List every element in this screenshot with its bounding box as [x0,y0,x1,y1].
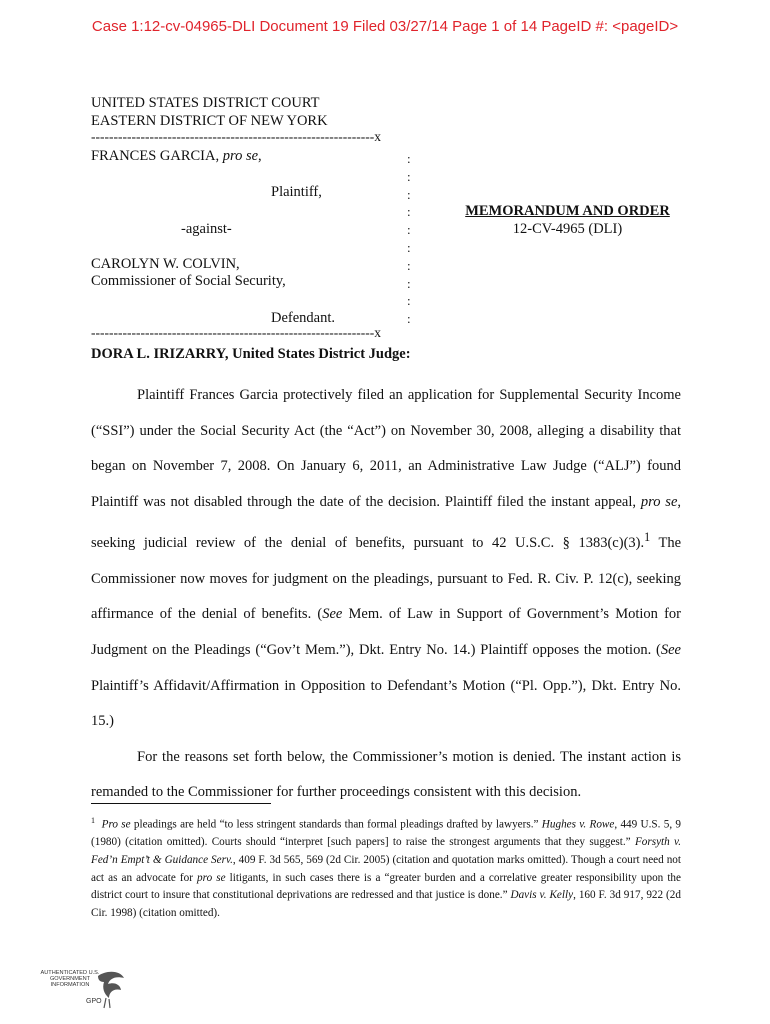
eagle-icon [94,968,128,1010]
footnote-1: $^1$ Pro se pleadings are held “to less stringent standards than formal pleadings drafted by lawyers.” Hughes v. Rowe, 449 U.S. 5, 9 (1980) (citation omitted). Courts should “interpret [such papers] to raise the strongest arguments that they suggest.” Forsyth v. Fed’n Empt’t & Guidance Serv., 409 F. 3d 565, 569 (2d Cir. 2005) (citation and quotation marks omitted). Though a court need not act as an advocate for pro se litigants, in such cases there is a “greater burden and a correlative greater responsibility upon the district court to insure that constitutional deprivations are redressed and that justice is done.” Davis v. Kelly, 160 F. 3d 917, 922 (2d Cir. 1998) (citation omitted). [91,816,682,919]
defendant-name: CAROLYN W. COLVIN, [91,256,240,272]
plaintiff-role: Plaintiff, [271,184,322,200]
plaintiff-name: FRANCES GARCIA, pro se, [91,148,262,164]
versus: -against- [181,221,232,237]
caption-divider-bottom: ---------------------------------------------------------------x [91,325,381,340]
gpo-logo-mark: GPO [86,998,102,1005]
docket-number: 12-CV-4965 (DLI) [512,221,623,237]
defendant-title: Commissioner of Social Security, [91,273,286,289]
defendant-role: Defendant. [271,310,336,326]
memo-title: MEMORANDUM AND ORDER [465,203,670,219]
case-caption [91,95,691,143]
gpo-authentication-logo [40,968,132,1012]
footnote-rule [91,803,271,804]
court-district: EASTERN DISTRICT OF NEW YORK [91,112,328,129]
document-title-block [455,202,680,238]
judge-line: DORA L. IRIZARRY, United States District Judge: [91,346,411,362]
court-name: UNITED STATES DISTRICT COURT [91,95,320,111]
ecf-header-stamp: Case 1:12-cv-04965-DLI Document 19 Filed 03/27/14 Page 1 of 14 PageID #: <pageID> [91,18,679,35]
body-text [91,378,681,811]
footnote-ref: 1 [644,530,651,545]
paragraph-2: For the reasons set forth below, the Commissioner’s motion is denied. The instant action is remanded to the Commissioner for further proceedings consistent with this decision. [91,748,681,801]
gpo-logo-text: AUTHENTICATED U.S. GOVERNMENT INFORMATION [40,970,100,988]
caption-colons: : : : : : : : : : : [407,151,411,327]
caption-divider-top: ---------------------------------------------------------------x [91,129,381,144]
paragraph-1: Plaintiff Frances Garcia protectively filed an application for Supplemental Security Income (“SSI”) under the Social Security Act (the “Act”) on November 30, 2008, alleging a disability that began on November 7, 2008. On January 6, 2011, an Administrative Law Judge (“ALJ”) found Plaintiff was not disabled through the date of the decision. Plaintiff filed the instant appeal, pro se, seeking judicial review of the denial of benefits, pursuant to 42 U.S.C. § 1383(c)(3).$^1$ The Commissioner now moves for judgment on the pleadings, pursuant to Fed. R. Civ. P. 12(c), seeking affirmance of the denial of benefits. (See Mem. of Law in Support of Government’s Motion for Judgment on the Pleadings (“Gov’t Mem.”), Dkt. Entry No. 14.) Plaintiff opposes the motion. (See Plaintiff’s Affidavit/Affirmation in Opposition to Defendant’s Motion (“Pl. Opp.”), Dkt. Entry No. 15.) [91,387,682,730]
